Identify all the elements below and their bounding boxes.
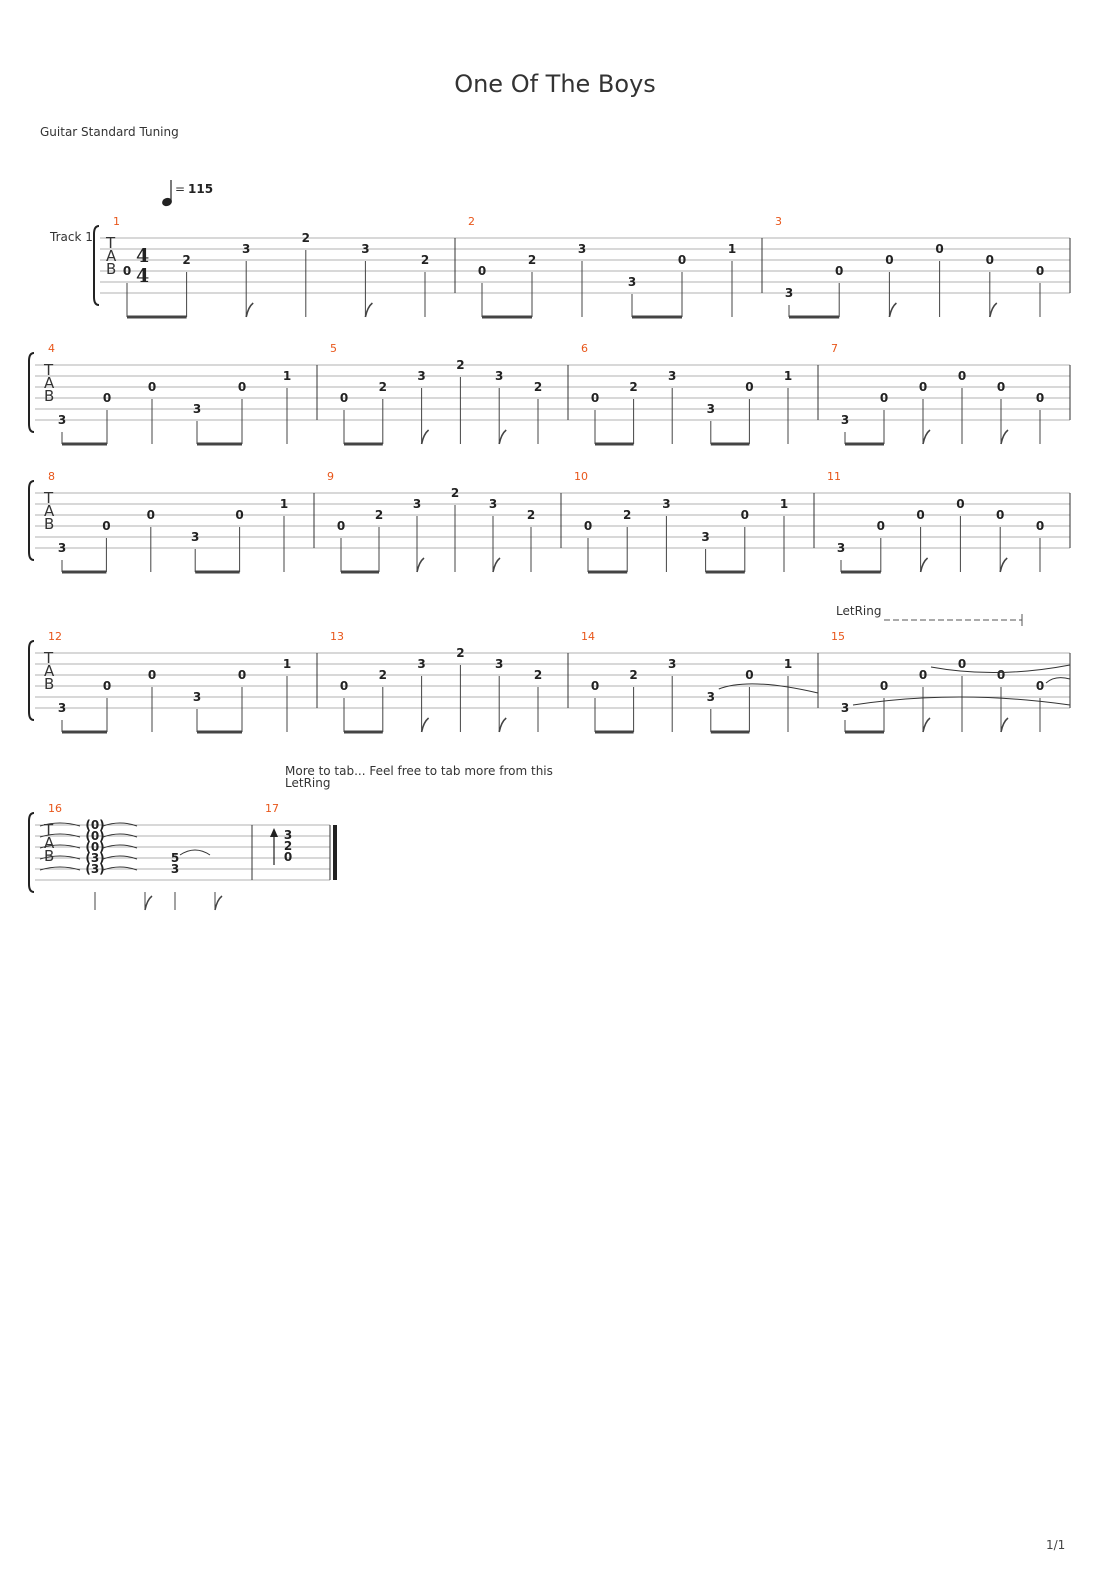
tab-note: (3) xyxy=(85,851,105,865)
tab-note: 3 xyxy=(57,541,67,555)
tab-note: 3 xyxy=(191,530,200,544)
tab-note: 1 xyxy=(779,497,789,511)
tab-note: 3 xyxy=(192,402,202,416)
tab-note: 3 xyxy=(242,242,251,256)
tab-note: 3 xyxy=(412,497,422,511)
tab-note: 3 xyxy=(417,657,426,671)
tie-arc xyxy=(103,834,137,837)
tab-note: 3 xyxy=(495,657,504,671)
tab-note: 3 xyxy=(701,530,710,544)
tab-note: 0 xyxy=(146,508,155,522)
tab-note: (0) xyxy=(85,818,105,832)
tie-arc xyxy=(1046,678,1070,683)
tab-note: 0 xyxy=(339,391,349,405)
tab-note: 2 xyxy=(283,839,293,853)
tab-note: 0 xyxy=(745,668,754,682)
measure-number: 9 xyxy=(327,470,334,483)
tab-note: 2 xyxy=(450,486,460,500)
measure-number: 2 xyxy=(468,215,475,228)
tie-arc xyxy=(103,845,137,848)
measure-number: 14 xyxy=(581,630,595,643)
time-signature-bottom: 4 xyxy=(136,265,150,287)
tab-note: 2 xyxy=(527,253,537,267)
measure-number: 1 xyxy=(113,215,120,228)
tab-note: 3 xyxy=(417,369,426,383)
tab-note: 0 xyxy=(935,242,944,256)
tie-arc xyxy=(103,856,137,859)
note-flag xyxy=(493,558,500,572)
tab-note: 3 xyxy=(668,369,677,383)
tab-note: 3 xyxy=(488,497,498,511)
tie-arc xyxy=(180,850,210,855)
tab-note: 0 xyxy=(102,391,112,405)
tab-note: 2 xyxy=(629,380,638,394)
measure-number: 3 xyxy=(775,215,782,228)
song-title: One Of The Boys xyxy=(454,70,656,98)
tab-note: 5 xyxy=(170,851,180,865)
note-flag xyxy=(1001,430,1008,444)
tab-note: 0 xyxy=(916,508,925,522)
tab-note: 0 xyxy=(985,253,994,267)
tab-note: 0 xyxy=(879,679,889,693)
note-flag xyxy=(499,430,506,444)
more-to-tab-note: More to tab... Feel free to tab more from this xyxy=(285,764,553,778)
measure-number: 11 xyxy=(827,470,841,483)
tab-note: 3 xyxy=(662,497,671,511)
tab-system xyxy=(94,215,1070,317)
tab-note: 3 xyxy=(361,242,370,256)
tab-note: 2 xyxy=(623,508,632,522)
tab-note: 3 xyxy=(784,286,794,300)
tab-note: 2 xyxy=(533,668,543,682)
tab-note: 2 xyxy=(378,380,387,394)
tab-note: 0 xyxy=(876,519,885,533)
tab-note: 0 xyxy=(590,679,600,693)
tab-note: 3 xyxy=(57,701,67,715)
tab-note: 1 xyxy=(282,657,292,671)
note-flag xyxy=(215,896,222,910)
tab-clef-letter: B xyxy=(44,515,55,533)
tab-note: 0 xyxy=(122,264,132,278)
tab-note: 2 xyxy=(526,508,536,522)
system-bracket xyxy=(29,813,34,892)
tab-note: 3 xyxy=(706,690,715,704)
system-bracket xyxy=(94,226,99,305)
measure-number: 6 xyxy=(581,342,588,355)
system-bracket xyxy=(29,353,34,432)
tab-note: 3 xyxy=(57,413,67,427)
measure-number: 8 xyxy=(48,470,55,483)
tab-note: 3 xyxy=(577,242,587,256)
tab-clef-letter: A xyxy=(106,247,117,265)
tab-note: 2 xyxy=(378,668,387,682)
tab-note: 3 xyxy=(495,369,504,383)
tab-note: 0 xyxy=(336,519,346,533)
tab-note: 3 xyxy=(706,402,715,416)
tab-note: 2 xyxy=(374,508,384,522)
tab-note: 2 xyxy=(456,646,465,660)
measure-number: 5 xyxy=(330,342,337,355)
tab-note: (3) xyxy=(85,862,105,876)
system-bracket xyxy=(29,481,34,560)
final-barline xyxy=(333,825,337,880)
measure-number: 15 xyxy=(831,630,845,643)
note-flag xyxy=(990,303,997,317)
note-flag xyxy=(417,558,424,572)
tab-note: 3 xyxy=(627,275,637,289)
tab-note: 0 xyxy=(957,369,967,383)
tab-note: 0 xyxy=(339,679,349,693)
tab-system xyxy=(29,470,1070,572)
note-flag xyxy=(365,303,372,317)
measure-number: 12 xyxy=(48,630,62,643)
measure-number: 17 xyxy=(265,802,279,815)
tempo-marking xyxy=(161,180,213,207)
tab-note: 0 xyxy=(957,657,967,671)
tab-note: 1 xyxy=(279,497,289,511)
tab-note: 2 xyxy=(420,253,430,267)
tab-note: 1 xyxy=(783,369,793,383)
tie-arc xyxy=(40,867,80,870)
tab-clef-letter: A xyxy=(44,374,55,392)
note-flag xyxy=(889,303,896,317)
tab-note: 3 xyxy=(192,690,202,704)
time-signature-top: 4 xyxy=(136,245,150,267)
tempo-value: 115 xyxy=(188,182,214,196)
tab-note: 0 xyxy=(102,519,111,533)
tab-note: 0 xyxy=(677,253,687,267)
tab-system xyxy=(29,630,1070,732)
tab-note: 2 xyxy=(533,380,543,394)
tab-note: 0 xyxy=(590,391,600,405)
tab-note: (0) xyxy=(85,840,105,854)
tab-note: 0 xyxy=(740,508,749,522)
let-ring-label: LetRing xyxy=(836,604,882,618)
tab-note: 0 xyxy=(996,668,1006,682)
tab-note: 0 xyxy=(477,264,487,278)
tab-clef-letter: T xyxy=(44,361,54,379)
tab-clef-letter: A xyxy=(44,662,55,680)
tab-note: 0 xyxy=(835,264,844,278)
note-flag xyxy=(499,718,506,732)
tab-note: 1 xyxy=(282,369,292,383)
tab-note: 0 xyxy=(879,391,889,405)
tempo-equals: = xyxy=(175,182,186,196)
tab-system xyxy=(29,342,1070,444)
tab-note: 0 xyxy=(1035,519,1045,533)
tab-note: 0 xyxy=(237,380,247,394)
tab-note: 0 xyxy=(102,679,112,693)
tie-arc xyxy=(103,823,137,826)
system-bracket xyxy=(29,641,34,720)
tab-note: 0 xyxy=(745,380,754,394)
tie-arc xyxy=(103,867,137,870)
note-flag xyxy=(1001,718,1008,732)
tab-note: 0 xyxy=(235,508,244,522)
tab-clef-letter: T xyxy=(106,234,116,252)
tab-clef-letter: B xyxy=(44,675,55,693)
measure-number: 10 xyxy=(574,470,588,483)
measure-number: 16 xyxy=(48,802,62,815)
tab-clef-letter: T xyxy=(44,821,54,839)
tab-note: 0 xyxy=(237,668,247,682)
more-to-tab-note-2: LetRing xyxy=(285,776,331,790)
tab-note: 3 xyxy=(840,413,850,427)
tab-clef-letter: B xyxy=(106,260,117,278)
note-flag xyxy=(921,558,928,572)
note-flag xyxy=(923,718,930,732)
tab-note: (0) xyxy=(85,829,105,843)
note-flag xyxy=(923,430,930,444)
tab-system xyxy=(29,802,337,910)
tab-note: 0 xyxy=(147,668,157,682)
tab-note: 0 xyxy=(996,508,1005,522)
measure-number: 7 xyxy=(831,342,838,355)
tab-note: 0 xyxy=(996,380,1006,394)
tuning-label: Guitar Standard Tuning xyxy=(40,125,179,139)
tab-note: 3 xyxy=(283,828,293,842)
note-flag xyxy=(422,718,429,732)
tab-note: 0 xyxy=(583,519,593,533)
tab-note: 0 xyxy=(956,497,965,511)
tab-note: 3 xyxy=(836,541,846,555)
tab-note: 3 xyxy=(840,701,850,715)
tab-note: 2 xyxy=(456,358,465,372)
tab-note: 0 xyxy=(885,253,894,267)
tab-note: 1 xyxy=(783,657,793,671)
page-number: 1/1 xyxy=(1046,1538,1066,1552)
note-flag xyxy=(422,430,429,444)
tab-note: 3 xyxy=(668,657,677,671)
tab-clef-letter: T xyxy=(44,489,54,507)
tab-note: 0 xyxy=(283,850,293,864)
tab-note: 0 xyxy=(147,380,157,394)
tab-note: 2 xyxy=(629,668,638,682)
tab-note: 3 xyxy=(170,862,180,876)
tie-arc xyxy=(719,684,818,693)
note-flag xyxy=(246,303,253,317)
tab-note: 0 xyxy=(1035,264,1045,278)
tab-clef-letter: A xyxy=(44,502,55,520)
tab-note: 1 xyxy=(727,242,737,256)
tab-note: 0 xyxy=(1035,391,1045,405)
note-flag xyxy=(145,896,152,910)
note-flag xyxy=(1000,558,1007,572)
tab-clef-letter: T xyxy=(44,649,54,667)
tab-note: 2 xyxy=(301,231,310,245)
tab-note: 0 xyxy=(1035,679,1045,693)
strum-arrow-head-icon xyxy=(270,828,278,837)
let-ring-indicator xyxy=(884,614,1022,626)
measure-number: 13 xyxy=(330,630,344,643)
tab-clef-letter: B xyxy=(44,387,55,405)
tab-clef-letter: A xyxy=(44,834,55,852)
tab-note: 2 xyxy=(182,253,191,267)
tab-note: 0 xyxy=(918,380,928,394)
measure-number: 4 xyxy=(48,342,55,355)
track-name: Track 1 xyxy=(50,230,93,244)
tab-clef-letter: B xyxy=(44,847,55,865)
tab-note: 0 xyxy=(918,668,928,682)
